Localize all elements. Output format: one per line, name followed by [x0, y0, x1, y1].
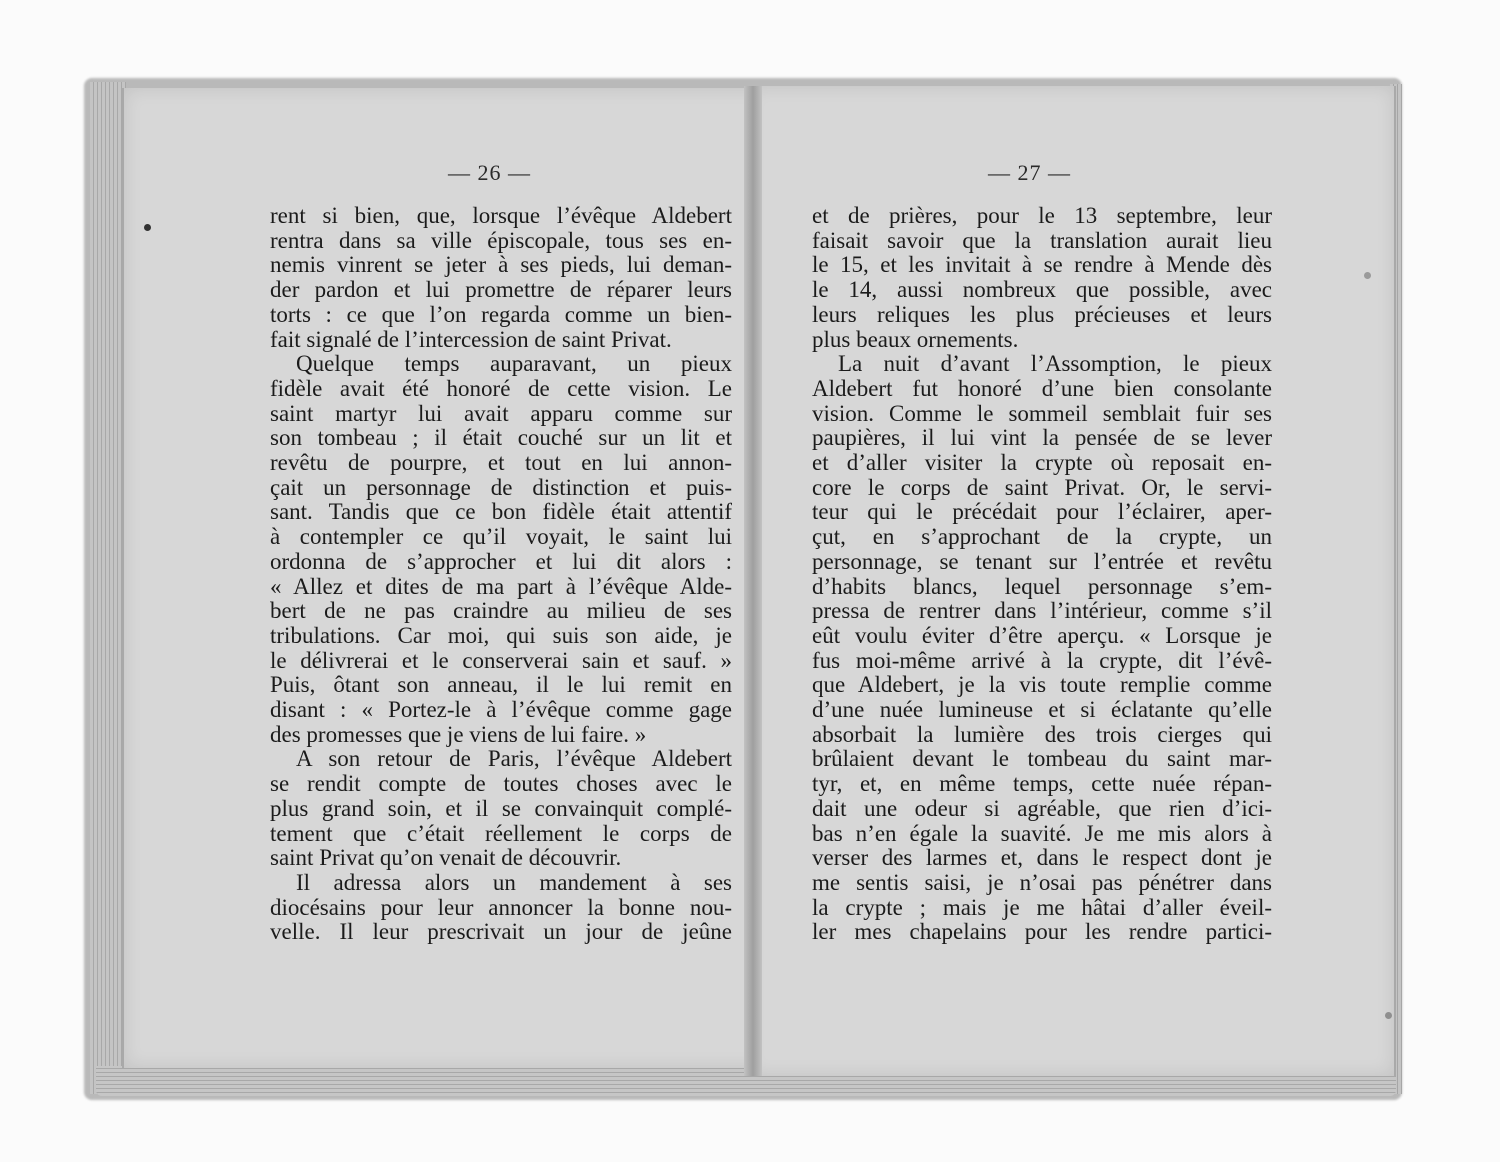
- text-line: bert de ne pas craindre au milieu de ses: [270, 599, 732, 624]
- text-line: çait un personnage de distinction et puis-: [270, 475, 732, 500]
- page-mark: [1385, 1012, 1392, 1019]
- text-line: Aldebert fut honoré d’une bien consolante: [812, 376, 1272, 401]
- text-line: le 14, aussi nombreux que possible, avec: [812, 278, 1272, 303]
- text-line: se rendit compte de toutes choses avec le: [270, 772, 732, 797]
- text-line: me sentis saisi, je n’osai pas pénétrer dans: [812, 870, 1272, 895]
- right-page-text: [812, 204, 1272, 945]
- text-line: fait signalé de l’intercession de saint Privat.: [270, 327, 672, 352]
- text-line: çut, en s’approchant de la crypte, un: [812, 525, 1272, 550]
- text-line: diocésains pour leur annoncer la bonne nou-: [270, 895, 732, 920]
- text-line: velle. Il leur prescrivait un jour de jeûne: [270, 920, 732, 945]
- text-line: ordonna de s’approcher et lui dit alors :: [270, 549, 732, 574]
- text-line: plus beaux ornements.: [812, 327, 1019, 352]
- text-line: pressa de rentrer dans l’intérieur, comme s’il: [812, 599, 1272, 624]
- text-line: leurs reliques les plus précieuses et leurs: [812, 302, 1272, 327]
- text-line: que Aldebert, je la vis toute remplie comme: [812, 673, 1272, 698]
- book-gutter: [744, 86, 762, 1076]
- text-line: d’habits blancs, lequel personnage s’em-: [812, 574, 1272, 599]
- text-line: saint martyr lui avait apparu comme sur: [270, 401, 732, 426]
- text-line: et de prières, pour le 13 septembre, leur: [812, 204, 1272, 228]
- text-line: tyr, et, en même temps, cette nuée répan-: [812, 772, 1272, 797]
- text-line: « Allez et dites de ma part à l’évêque Alde-: [270, 574, 732, 599]
- text-line: rent si bien, que, lorsque l’évêque Aldebert: [270, 204, 732, 228]
- text-line: revêtu de pourpre, et tout en lui annon-: [270, 451, 732, 476]
- text-line: le 15, et les invitait à se rendre à Mende dès: [812, 253, 1272, 278]
- text-line: eût voulu éviter d’être aperçu. « Lorsque je: [812, 623, 1272, 648]
- right-page-number: — 27 —: [988, 160, 1071, 185]
- text-line: rentra dans sa ville épiscopale, tous ses en-: [270, 228, 732, 253]
- text-line: fidèle avait été honoré de cette vision. Le: [270, 376, 732, 401]
- text-line: disant : « Portez-le à l’évêque comme gage: [270, 698, 732, 723]
- text-line: d’une nuée lumineuse et si éclatante qu’elle: [812, 698, 1272, 723]
- text-line: son tombeau ; il était couché sur un lit et: [270, 426, 732, 451]
- text-line: Quelque temps auparavant, un pieux: [296, 352, 732, 377]
- text-line: tement que c’était réellement le corps de: [270, 821, 732, 846]
- text-line: tribulations. Car moi, qui suis son aide, je: [270, 623, 732, 648]
- text-line: ler mes chapelains pour les rendre partici-: [812, 920, 1272, 945]
- text-line: vision. Comme le sommeil semblait fuir ses: [812, 401, 1272, 426]
- text-line: à contempler ce qu’il voyait, le saint lui: [270, 525, 732, 550]
- text-line: plus grand soin, et il se convainquit complé-: [270, 796, 732, 821]
- text-line: torts : ce que l’on regarda comme un bien-: [270, 302, 732, 327]
- text-line: paupières, il lui vint la pensée de se lever: [812, 426, 1272, 451]
- left-page-text: [270, 204, 732, 945]
- text-line: et d’aller visiter la crypte où reposait en-: [812, 451, 1272, 476]
- left-page-number: — 26 —: [448, 160, 531, 185]
- text-line: sant. Tandis que ce bon fidèle était attentif: [270, 500, 732, 525]
- page-mark: [1364, 272, 1371, 279]
- text-line: Puis, ôtant son anneau, il le lui remit en: [270, 673, 732, 698]
- text-line: A son retour de Paris, l’évêque Aldebert: [296, 747, 732, 772]
- text-line: personnage, se tenant sur l’entrée et revêtu: [812, 549, 1272, 574]
- text-line: bas n’en égale la suavité. Je me mis alors à: [812, 821, 1272, 846]
- text-line: La nuit d’avant l’Assomption, le pieux: [838, 352, 1272, 377]
- text-line: teur qui le précédait pour l’éclairer, aper-: [812, 500, 1272, 525]
- text-line: saint Privat qu’on venait de découvrir.: [270, 846, 622, 871]
- text-line: fus moi-même arrivé à la crypte, dit l’évê-: [812, 648, 1272, 673]
- text-line: dait une odeur si agréable, que rien d’ici-: [812, 796, 1272, 821]
- text-line: des promesses que je viens de lui faire. »: [270, 722, 647, 747]
- left-page-edges: [90, 82, 126, 1094]
- text-line: nemis vinrent se jeter à ses pieds, lui deman-: [270, 253, 732, 278]
- text-line: absorbait la lumière des trois cierges qui: [812, 722, 1272, 747]
- text-line: verser des larmes et, dans le respect dont je: [812, 846, 1272, 871]
- text-line: faisait savoir que la translation aurait lieu: [812, 228, 1272, 253]
- text-line: der pardon et lui promettre de réparer leurs: [270, 278, 732, 303]
- text-line: le délivrerai et le conserverai sain et sauf. »: [270, 648, 732, 673]
- text-line: brûlaient devant le tombeau du saint mar-: [812, 747, 1272, 772]
- text-line: la crypte ; mais je me hâtai d’aller éveil-: [812, 895, 1272, 920]
- page-mark: [144, 224, 151, 231]
- text-line: core le corps de saint Privat. Or, le servi-: [812, 475, 1272, 500]
- text-line: Il adressa alors un mandement à ses: [296, 870, 732, 895]
